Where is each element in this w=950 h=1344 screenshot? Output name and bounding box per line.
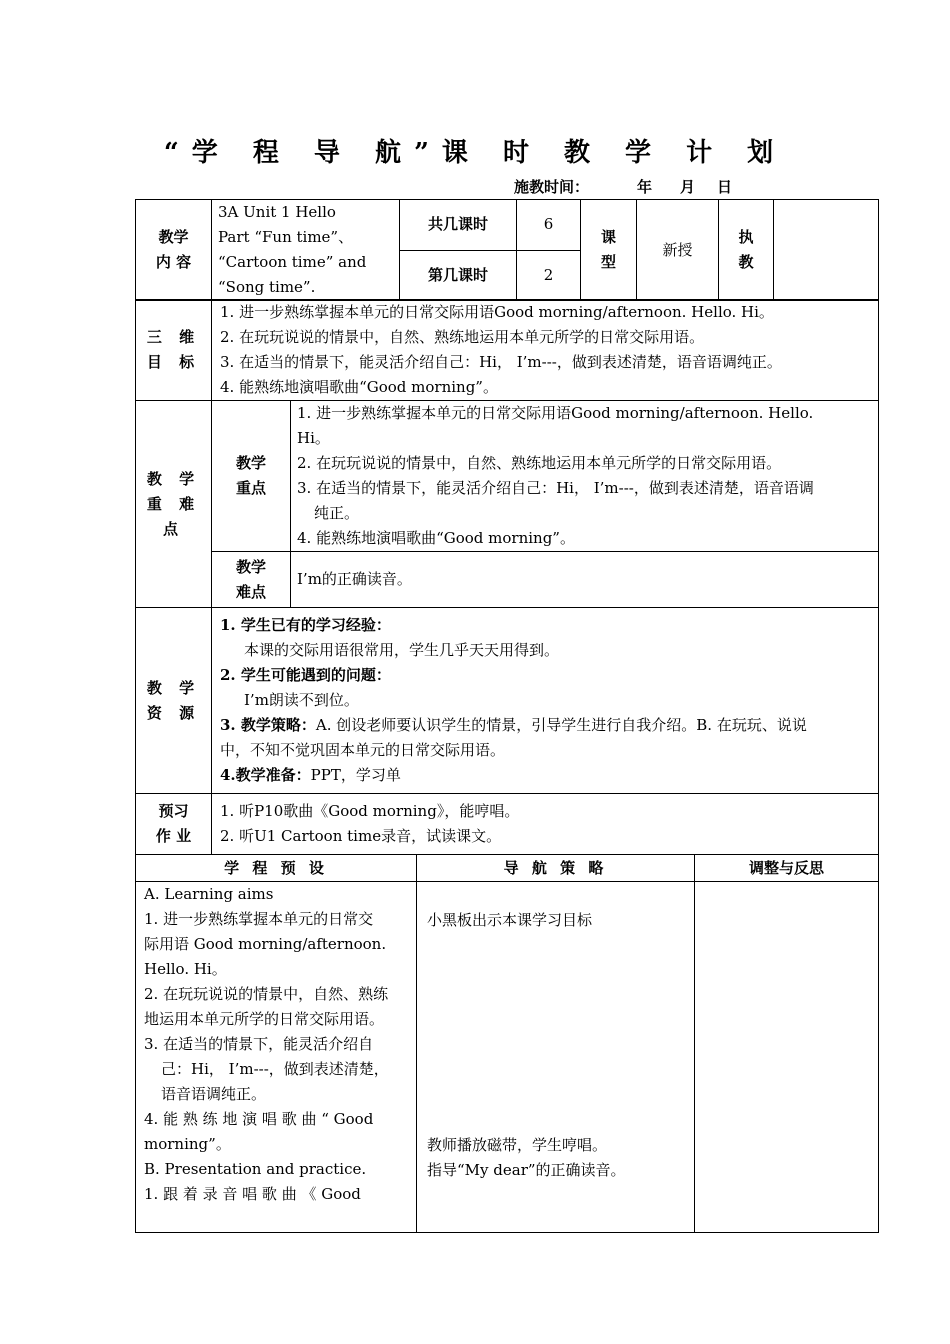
goal-item: 3. 在适当的情景下，能灵活介绍自己：Hi， I’m---，做到表述清楚，语音语调纯正。 xyxy=(220,353,782,371)
resources-table xyxy=(135,607,879,794)
lesson-number-label: 第几课时 xyxy=(400,250,517,301)
date-label: 施教时间： xyxy=(514,178,590,196)
process-plan: A. Learning aims 1. 进一步熟练掌握本单元的日常交 际用语 Good morning/afternoon. Hello. Hi。 2. 在玩玩说说的情景中，自然、熟练 地运用本单元所学的日常交际用语。 3. 在适当的情景下，能灵活介绍自 己：Hi， I’m---，做到表述清楚， 语音语调纯正。 4. 能 熟 练 地 演 唱 歌 曲 “ Good morning”。 B. Presentation and practice. 1. 跟 着 录 音 唱 歌 曲 《 Good xyxy=(136,882,417,1233)
goals-table xyxy=(135,299,879,401)
content-value: 3A Unit 1 Hello Part “Fun time”、 “Cartoon time” and “Song time”. xyxy=(212,200,400,301)
process-header-3: 调整与反思 xyxy=(695,855,879,882)
total-lessons-value: 6 xyxy=(517,200,581,251)
keypoints-label: 教 学 重 难 点 xyxy=(136,401,212,608)
focus-content: 1. 进一步熟练掌握本单元的日常交际用语Good morning/afternoon. Hello. Hi。 2. 在玩玩说说的情景中，自然、熟练地运用本单元所学的日常交际用语。 3. 在适当的情景下，能灵活介绍自己：Hi， I’m---，做到表述清楚，语音语调 纯正。 4. 能熟练地演唱歌曲“Good morning”。 xyxy=(291,401,879,552)
teacher-value xyxy=(774,200,879,301)
lesson-type-value: 新授 xyxy=(637,200,719,301)
goal-item: 2. 在玩玩说说的情景中，自然、熟练地运用本单元所学的日常交际用语。 xyxy=(220,328,705,346)
resources-label: 教 学 资 源 xyxy=(136,608,212,794)
teacher-label: 执 教 xyxy=(719,200,774,301)
keypoints-table xyxy=(135,400,879,608)
process-strategy: 小黑板出示本课学习目标 教师播放磁带，学生哼唱。 指导“My dear”的正确读音。 xyxy=(417,882,695,1233)
focus-label: 教学 重点 xyxy=(212,401,291,552)
goal-item: 4. 能熟练地演唱歌曲“Good morning”。 xyxy=(220,378,498,396)
date-line xyxy=(514,176,732,197)
page-title: “学 程 导 航”课 时 教 学 计 划 xyxy=(163,138,787,168)
resources-content: 1. 学生已有的学习经验： 本课的交际用语很常用，学生几乎天天用得到。 2. 学生可能遇到的问题： I’m朗读不到位。 3. 教学策略：A. 创设老师要认识学生的情景，引导学生进行自我介绍。B. 在玩玩、说说 中，不知不觉巩固本单元的日常交际用语。 4.教学准备：PPT，学习单 xyxy=(212,608,879,794)
process-header-1: 学 程 预 设 xyxy=(136,855,417,882)
date-day: 日 xyxy=(717,178,733,196)
date-year: 年 xyxy=(637,178,653,196)
lesson-type-label: 课 型 xyxy=(581,200,637,301)
difficulty-label: 教学 难点 xyxy=(212,552,291,608)
content-label: 教学 内 容 xyxy=(136,200,212,301)
preview-label: 预习 作 业 xyxy=(136,794,212,855)
process-table xyxy=(135,854,879,1233)
goals-label: 三 维 目 标 xyxy=(136,300,212,401)
process-header-2: 导 航 策 略 xyxy=(417,855,695,882)
difficulty-content: I’m的正确读音。 xyxy=(291,552,879,608)
preview-content: 1. 听P10歌曲《Good morning》，能哼唱。 2. 听U1 Cartoon time录音，试读课文。 xyxy=(212,794,879,855)
date-month: 月 xyxy=(680,178,696,196)
total-lessons-label: 共几课时 xyxy=(400,200,517,251)
goal-item: 1. 进一步熟练掌握本单元的日常交际用语Good morning/afternoon. Hello. Hi。 xyxy=(220,303,774,321)
header-table xyxy=(135,199,879,301)
lesson-number-value: 2 xyxy=(517,250,581,301)
preview-table xyxy=(135,793,879,855)
goals-list xyxy=(212,300,879,401)
process-reflection xyxy=(695,882,879,1233)
